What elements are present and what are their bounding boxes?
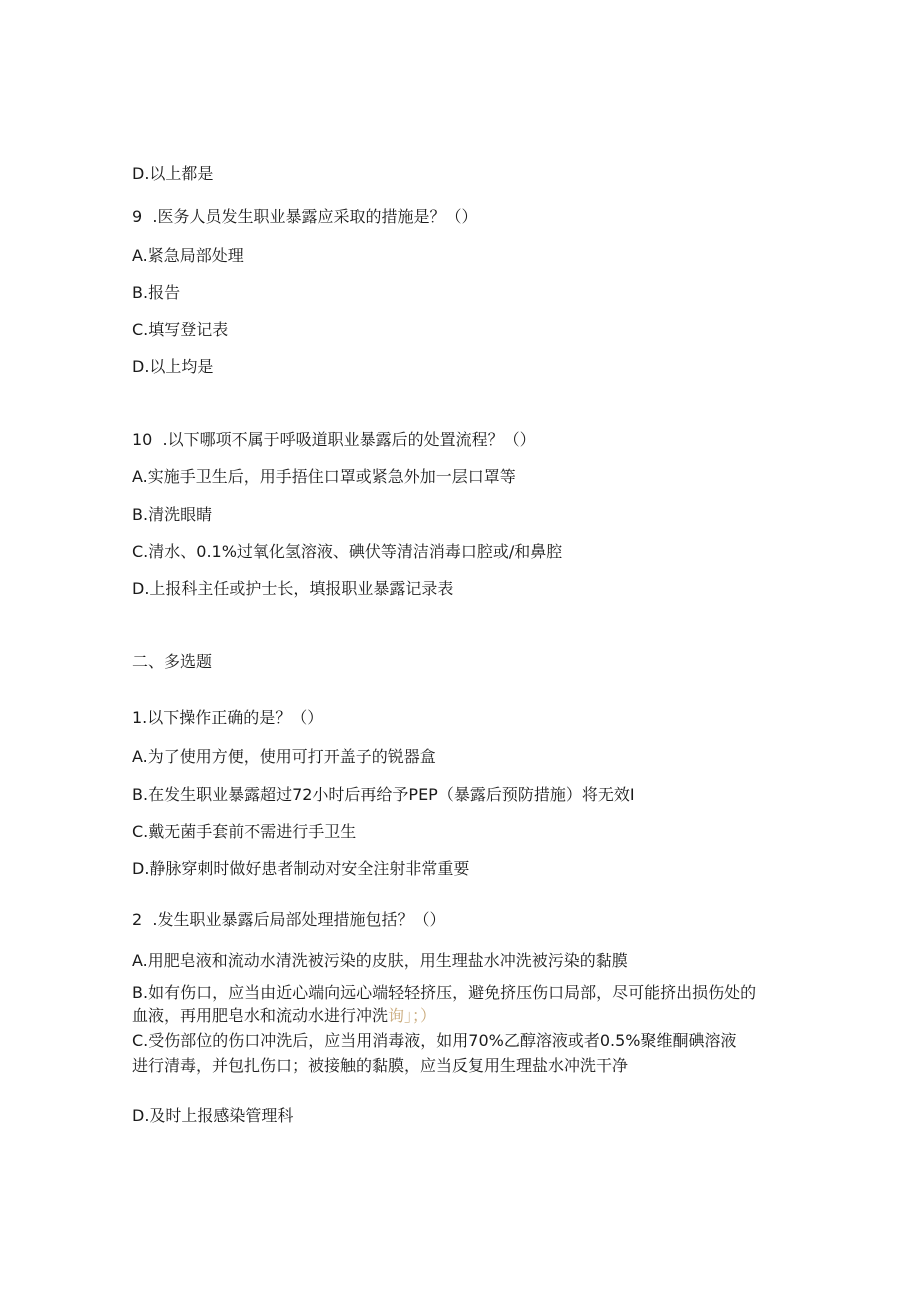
m2-option-a: A.用肥皂液和流动水清洗被污染的皮肤，用生理盐水冲洗被污染的黏膜 (132, 951, 628, 970)
m2-stem: 2 .发生职业暴露后局部处理措施包括？（） (132, 910, 446, 929)
m1-option-c: C.戴无菌手套前不需进行手卫生 (132, 822, 357, 841)
m2-option-b-line2 (132, 1006, 436, 1026)
m1-option-a: A.为了使用方便，使用可打开盖子的锐器盒 (132, 747, 436, 766)
m1-option-d: D.静脉穿刺时做好患者制动对安全注射非常重要 (132, 859, 470, 878)
q9-option-d: D.以上均是 (132, 357, 214, 376)
q9-stem: 9 .医务人员发生职业暴露应采取的措施是？（） (132, 207, 478, 226)
q10-option-c: C.清水、0.1%过氧化氢溶液、碘伏等清洁消毒口腔或/和鼻腔 (132, 542, 563, 561)
q10-stem: 10 .以下哪项不属于呼吸道职业暴露后的处置流程？（） (132, 430, 536, 449)
m2-option-b-line2-text: 血液，再用肥皂水和流动水进行冲洗 (132, 1006, 389, 1025)
m2-option-c-line2: 进行清毒，并包扎伤口；被接触的黏膜，应当反复用生理盐水冲洗干净 (132, 1056, 629, 1075)
q9-option-a: A.紧急局部处理 (132, 246, 244, 265)
m1-stem: 1.以下操作正确的是？（） (132, 708, 324, 727)
q8-option-d: D.以上都是 (132, 164, 214, 183)
m2-option-c-line1: C.受伤部位的伤口冲洗后，应当用消毒液，如用70%乙醇溶液或者0.5%聚维酮碘溶液 (132, 1031, 737, 1050)
q10-option-d: D.上报科主任或护士长，填报职业暴露记录表 (132, 579, 454, 598)
m1-option-b: B.在发生职业暴露超过72小时后再给予PEP（暴露后预防措施）将无效I (132, 785, 635, 804)
q9-option-b: B.报告 (132, 283, 181, 302)
q9-option-c: C.填写登记表 (132, 320, 229, 339)
q10-option-b: B.清洗眼睛 (132, 505, 213, 524)
section-heading-multiple-choice: 二、多选题 (132, 652, 213, 671)
m2-option-b-line1: B.如有伤口，应当由近心端向远心端轻轻挤压，避免挤压伤口局部，尽可能挤出损伤处的 (132, 983, 757, 1002)
m2-option-b-stray-text: 询」；） (388, 1006, 437, 1025)
m2-option-d: D.及时上报感染管理科 (132, 1106, 294, 1125)
q10-option-a: A.实施手卫生后，用手捂住口罩或紧急外加一层口罩等 (132, 467, 516, 486)
